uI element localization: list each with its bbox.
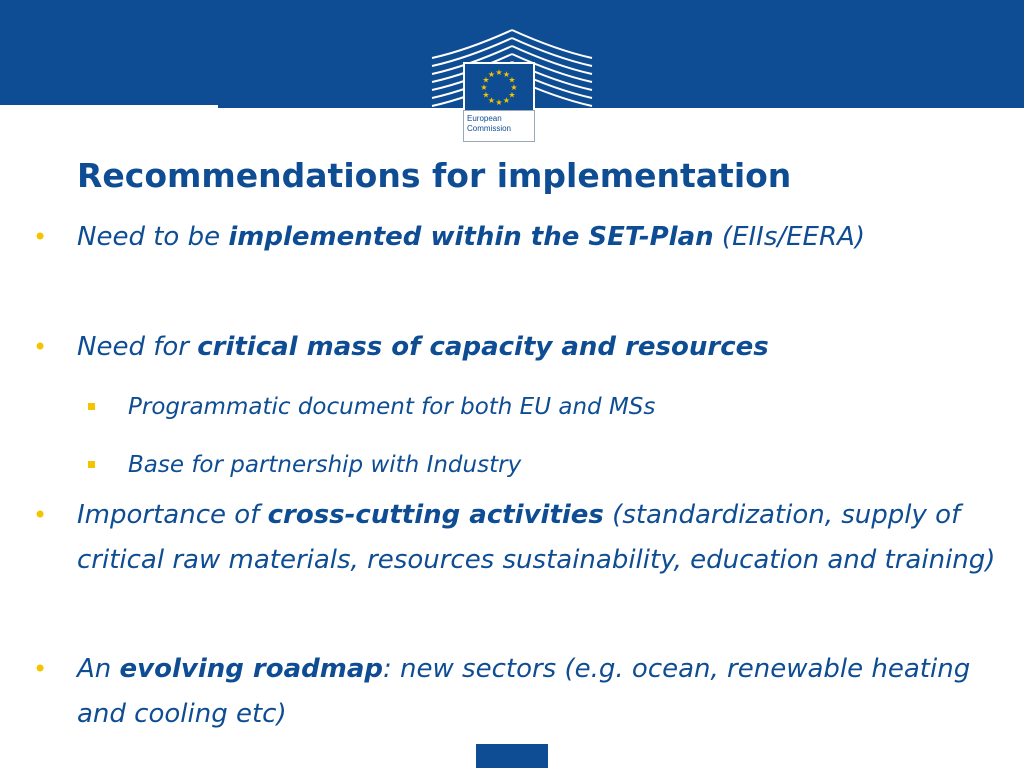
bullet-text-pre: Need to be <box>77 222 229 252</box>
eu-star-icon: ★ <box>502 96 511 105</box>
eu-star-icon: ★ <box>482 90 490 100</box>
page-title: Recommendations for implementation <box>77 156 792 195</box>
sub-bullet-text: Base for partnership with Industry <box>128 452 522 478</box>
bullet-text-pre: An <box>77 654 120 684</box>
header-notch <box>0 105 218 111</box>
bullet-text-post: (standardization, supply of critical raw materials, resources sustainability, education and training) <box>77 500 996 575</box>
logo-label-line1: European <box>467 114 502 123</box>
bullet-text-pre: Importance of <box>77 500 268 530</box>
eu-star-icon: ★ <box>487 70 496 79</box>
header-rule <box>218 106 1024 108</box>
logo-label <box>463 110 535 142</box>
eu-star-icon: ★ <box>502 70 511 79</box>
sub-bullet-text: Programmatic document for both EU and MSs <box>128 394 656 420</box>
bullet-item-2 <box>33 325 997 370</box>
square-bullet-icon <box>88 461 95 468</box>
bullet-dot-icon: • <box>33 501 48 529</box>
bullet-item-1 <box>33 215 997 260</box>
bullet-text-bold: cross-cutting activities <box>267 500 604 530</box>
eu-star-icon: ★ <box>508 75 516 85</box>
bullet-text-bold: evolving roadmap <box>119 654 384 684</box>
bullet-text-bold: critical mass of capacity and resources <box>197 332 769 362</box>
bullet-dot-icon: • <box>33 333 48 361</box>
bullet-text-bold: implemented within the SET-Plan <box>228 222 714 252</box>
bullet-item-3 <box>33 493 997 583</box>
logo-label-line2: Commission <box>467 124 512 133</box>
bullet-text-post: : new sectors (e.g. ocean, renewable heating and cooling etc) <box>77 654 971 729</box>
eu-flag-icon <box>463 62 535 112</box>
eu-star-icon: ★ <box>495 98 503 107</box>
bullet-dot-icon: • <box>33 655 48 683</box>
eu-star-icon: ★ <box>510 83 518 92</box>
square-bullet-icon <box>88 403 95 410</box>
eu-star-icon: ★ <box>495 68 503 77</box>
bullet-text-post: (EIIs/EERA) <box>713 222 865 252</box>
eu-star-icon: ★ <box>482 75 490 85</box>
footer-flag-icon <box>476 744 548 768</box>
bullet-dot-icon: • <box>33 223 48 251</box>
eu-star-icon: ★ <box>480 83 488 92</box>
sub-bullet-item-2 <box>128 450 988 480</box>
bullet-item-4 <box>33 647 997 737</box>
eu-star-icon: ★ <box>508 90 516 100</box>
eu-star-icon: ★ <box>487 96 496 105</box>
bullet-text-pre: Need for <box>77 332 198 362</box>
sub-bullet-item-1 <box>128 392 988 422</box>
